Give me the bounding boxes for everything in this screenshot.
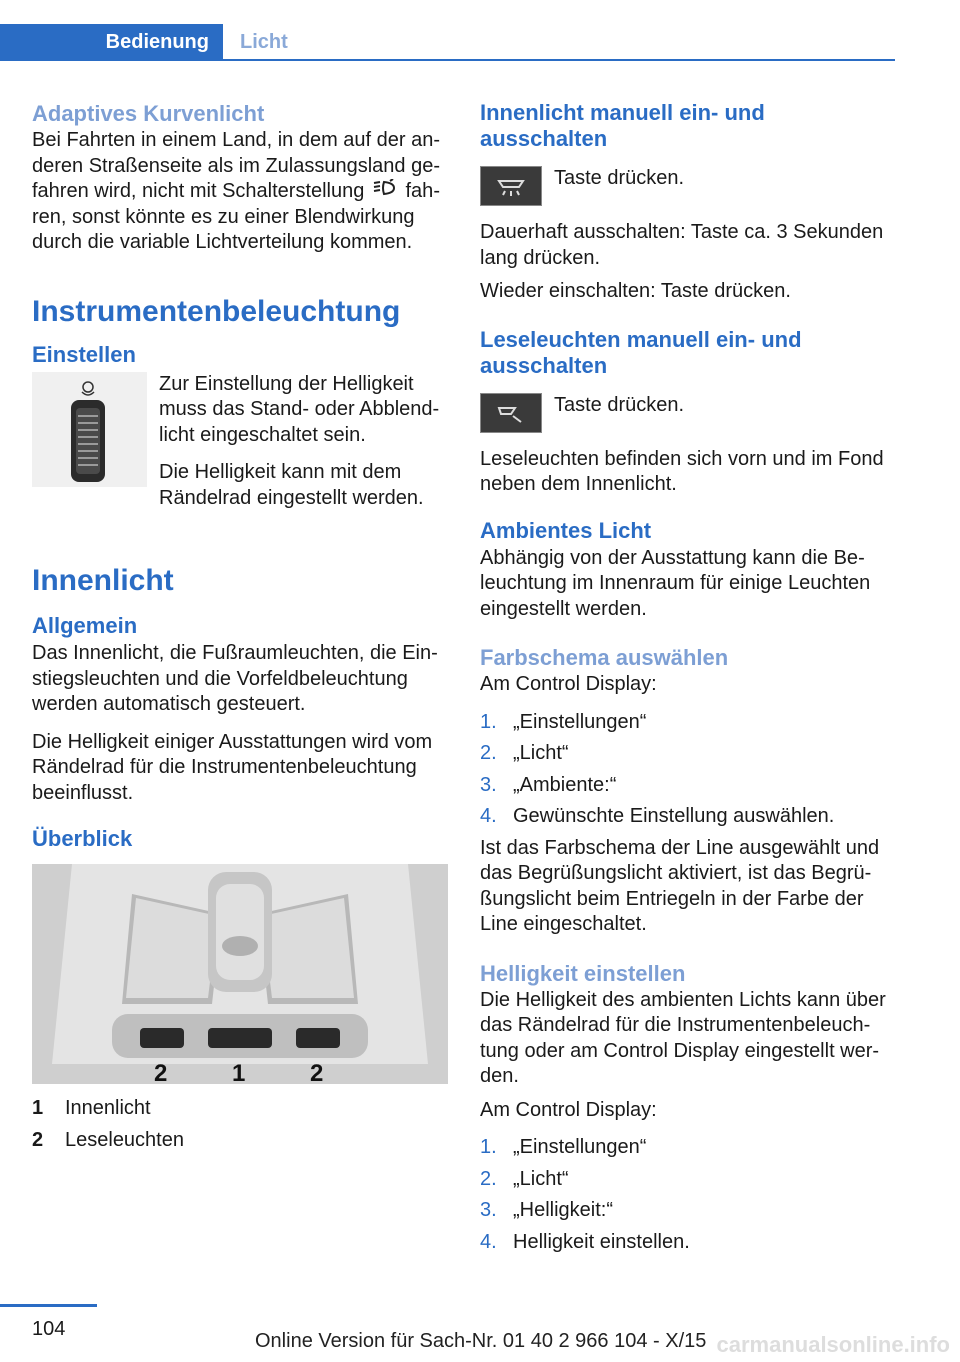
list-item bbox=[480, 710, 890, 736]
header-tabbar bbox=[0, 24, 895, 61]
headlight-symbol-icon bbox=[370, 179, 400, 205]
list-text: „Licht“ bbox=[513, 742, 569, 764]
tab-bedienung[interactable]: Bedienung bbox=[0, 24, 223, 61]
paragraph-dauerhaft: Dauerhaft ausschalten: Taste ca. 3 Sekunden lang drücken. bbox=[480, 221, 884, 269]
heading-allgemein: Allgemein bbox=[32, 613, 138, 638]
paragraph-control-display-1: Am Control Display: bbox=[480, 673, 657, 695]
legend-text: Leseleuchten bbox=[65, 1128, 184, 1151]
legend-item bbox=[32, 1096, 450, 1122]
list-item bbox=[480, 1135, 890, 1161]
list-item bbox=[480, 1167, 890, 1193]
footer-version-text: Online Version für Sach-Nr. 01 40 2 966 104 - X/15 bbox=[255, 1330, 707, 1352]
list-number: 2. bbox=[480, 1167, 497, 1190]
heading-innenlicht: Innenlicht bbox=[32, 564, 174, 597]
image-label-1: 1 bbox=[232, 1060, 246, 1084]
heading-ueberblick: Überblick bbox=[32, 826, 133, 851]
list-item bbox=[480, 741, 890, 767]
page-number: 104 bbox=[32, 1318, 66, 1340]
list-text: „Ambiente:“ bbox=[513, 773, 617, 796]
list-number: 3. bbox=[480, 1199, 497, 1221]
paragraph-einstellen-2: Die Helligkeit kann mit dem Rändelrad eingestellt werden. bbox=[159, 461, 424, 509]
kurvenlicht-text-b: fahren, sonst könnte es zu einer Blendwirkung durch die variable Lichtverteilung kommen. bbox=[32, 180, 440, 253]
list-item bbox=[480, 1230, 890, 1256]
watermark: carmanualsonline.info bbox=[716, 1332, 950, 1357]
heading-leseleuchten: Leseleuchten manuell ein- und ausschalten bbox=[480, 326, 802, 378]
farbschema-steps bbox=[480, 710, 890, 830]
paragraph-kurvenlicht bbox=[32, 128, 450, 256]
heading-kurvenlicht: Adaptives Kurvenlicht bbox=[32, 101, 265, 126]
leseleuchten-button-row bbox=[480, 393, 890, 433]
legend-number: 1 bbox=[32, 1097, 44, 1119]
list-number: 4. bbox=[480, 1230, 497, 1253]
paragraph-leseleuchten: Leseleuchten befinden sich vorn und im Fond neben dem Innenlicht. bbox=[480, 447, 884, 495]
einstellen-text bbox=[159, 372, 450, 524]
paragraph-control-display-2: Am Control Display: bbox=[480, 1098, 657, 1121]
list-number: 1. bbox=[480, 710, 497, 733]
paragraph-helligkeit: Die Helligkeit des ambienten Lichts kann über das Rändelrad für die Instrumentenbeleuchtung oder am Control Display eingestellt werden. bbox=[480, 988, 886, 1087]
paragraph-allgemein-1: Das Innenlicht, die Fußraumleuchten, die Einstiegsleuchten und die Vorfeldbeleuchtung werden automatisch gesteuert. bbox=[32, 642, 438, 715]
paragraph-einstellen-1: Zur Einstellung der Helligkeit muss das Stand- oder Abblendlicht eingeschaltet sein. bbox=[159, 372, 440, 446]
heading-einstellen: Einstellen bbox=[32, 341, 136, 367]
innenlicht-button-row bbox=[480, 166, 890, 206]
paragraph-farbschema: Ist das Farbschema der Line ausgewählt und das Begrüßungslicht aktiviert, ist das Begrüßungslicht beim Entriegeln in der Farbe der Line eingeschaltet. bbox=[480, 836, 880, 935]
paragraph-taste-1: Taste drücken. bbox=[554, 167, 685, 189]
tab-licht[interactable]: Licht bbox=[240, 31, 288, 53]
einstellen-block bbox=[32, 372, 450, 524]
roof-console-image bbox=[32, 864, 448, 1084]
list-text: „Helligkeit:“ bbox=[513, 1199, 614, 1221]
heading-innenlicht-manuell: Innenlicht manuell ein- und ausschalten bbox=[480, 100, 765, 151]
footer-divider bbox=[0, 1304, 97, 1307]
paragraph-taste-2: Taste drücken. bbox=[554, 393, 685, 416]
list-item bbox=[480, 1198, 890, 1224]
heading-farbschema: Farbschema auswählen bbox=[480, 645, 729, 670]
right-column bbox=[480, 100, 890, 1261]
list-text: Helligkeit einstellen. bbox=[513, 1230, 690, 1253]
list-number: 1. bbox=[480, 1136, 497, 1158]
left-column bbox=[32, 100, 450, 1159]
heading-ambientes-licht: Ambientes Licht bbox=[480, 517, 652, 543]
image-legend bbox=[32, 1096, 450, 1153]
kurvenlicht-text-a: Bei Fahrten in einem Land, in dem auf der anderen Straßenseite als im Zulassungsland gefahren wird, nicht mit Schalterstellung bbox=[32, 129, 441, 202]
paragraph-wieder: Wieder einschalten: Taste drücken. bbox=[480, 280, 791, 302]
list-item bbox=[480, 773, 890, 799]
legend-number: 2 bbox=[32, 1128, 44, 1151]
image-label-2-right: 2 bbox=[310, 1060, 324, 1084]
image-label-2-left: 2 bbox=[154, 1060, 168, 1084]
list-number: 2. bbox=[480, 742, 497, 764]
heading-instrumentenbeleuchtung: Instrumentenbeleuchtung bbox=[32, 294, 401, 328]
list-item bbox=[480, 804, 890, 830]
header-divider bbox=[0, 59, 895, 61]
heading-helligkeit: Helligkeit einstellen bbox=[480, 960, 686, 986]
paragraph-ambient: Abhängig von der Ausstattung kann die Beleuchtung im Innenraum für einige Leuchten eingestellt werden. bbox=[480, 546, 871, 620]
paragraph-allgemein-2: Die Helligkeit einiger Ausstattungen wird vom Rändelrad für die Instrumentenbeleuchtung beeinflusst. bbox=[32, 730, 433, 804]
interior-light-button-icon bbox=[480, 166, 542, 206]
list-text: „Einstellungen“ bbox=[513, 1136, 647, 1158]
dimmer-wheel-image bbox=[32, 372, 147, 487]
list-text: Gewünschte Einstellung auswählen. bbox=[513, 805, 835, 827]
helligkeit-steps bbox=[480, 1135, 890, 1255]
reading-light-button-icon bbox=[480, 393, 542, 433]
legend-text: Innenlicht bbox=[65, 1097, 151, 1119]
list-text: „Licht“ bbox=[513, 1167, 569, 1190]
list-number: 4. bbox=[480, 805, 497, 827]
legend-item bbox=[32, 1128, 450, 1154]
list-number: 3. bbox=[480, 773, 497, 796]
list-text: „Einstellungen“ bbox=[513, 710, 647, 733]
